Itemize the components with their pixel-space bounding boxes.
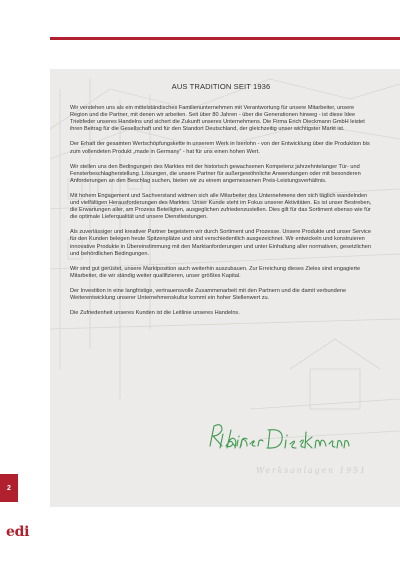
paragraph-1: Wir verstehen uns als ein mittelständisches Familienunternehmen mit Verantwortung für unsere Mitarbeiter, unsere Region und die Partner, mit denen wir arbeiten. Seit über 80 Jahren - über die Generationen hinweg - ist diese Idee Triebfeder unseres Handelns und sichert die Zukunft unseres Unternehmens. Die Firma Erich Dieckmann GmbH leistet ihren Beitrag für die Gesellschaft und für den Standort Deutschland, der gleichzeitig unser wichtigster Markt ist.: [70, 105, 365, 133]
paragraph-7: Der Investition in eine langfristige, vertrauensvolle Zusammenarbeit mit den Partnern und die damit verbundene Weiterentwicklung unserer Unternehmenskultur kommt ein hoher Stellenwert zu.: [70, 287, 347, 301]
watermark-caption: Werksanlagen 1951: [256, 466, 367, 475]
edi-logo: edi: [6, 524, 30, 540]
paragraph-4: Mit hohem Engagement und Sachverstand widmen sich alle Mitarbeiter des Unternehmens den sich täglich wandelnden und vielfältigen Herausforderungen des Marktes. Unser Kunde steht im Fokus unserer Aktivitäten. Es ist unser Bestreben, die Erwartungen aller, am Prozess Beteiligten, ausgeglichen zufriedenzustellen. Dies gilt für das Sortiment ebenso wie für die optimale Lieferqualität und unsere Dienstleistungen.: [70, 192, 372, 221]
page-number-tab: 2: [0, 474, 18, 502]
paragraph-5: Als zuverlässiger und kreativer Partner begeistern wir durch Sortiment und Prozesse. Unsere Produkte und unser Service für den Kunden belegen heute Spitzenplätze und sind verschiedentlich ausgezeichnet. Wir entwickeln und konstruieren innovative Produkte in Übereinstimmung mit den Marktanforderungen und unter Einhaltung aller normativen, gesetzlichen und behördlichen Bedingungen.: [70, 229, 371, 257]
paragraph-2: Der Erhalt der gesamten Wertschöpfungskette in unserem Werk in Iserlohn - von der Entwicklung über die Produktion bis zum vollendeten Produkt „made in Germany“ - hat für uns einen hohen Wert.: [70, 141, 370, 155]
page-heading: AUS TRADITION SEIT 1936: [171, 82, 271, 91]
paragraph-6: Wir sind gut gerüstet, unsere Marktposition auch weiterhin auszubauen. Zur Erreichung dieses Zieles sind engagierte Mitarbeiter, die wir ständig weiter qualifizieren, unser größtes Kapital.: [70, 265, 361, 279]
signature-handwriting: [200, 386, 350, 456]
top-accent-rule: [50, 37, 400, 40]
signature: [200, 386, 350, 456]
paragraph-8: Die Zufriedenheit unseres Kunden ist die Leitlinie unseres Handelns.: [70, 310, 240, 317]
letter-content: [70, 83, 372, 325]
paragraph-3: Wir stellen uns den Bedingungen des Marktes mit der historisch gewachsenen Kompetenz jahrzehntelanger Tür- und Fensterbeschlagherstellung. Lösungen, die unsere Partner für außergewöhnliche Anwendungen oder mit besonderen Anforderungen an den Beschlag suchen, bieten wir zu einem angemessenen Preis-Leistungsverhältnis.: [70, 163, 361, 184]
